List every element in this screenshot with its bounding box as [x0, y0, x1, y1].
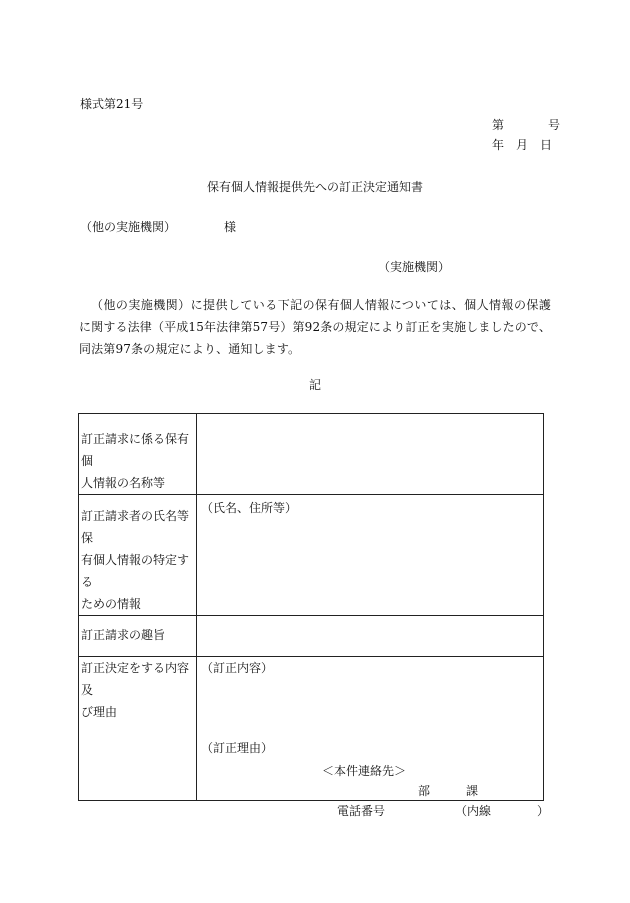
document-date	[492, 137, 552, 153]
correction-content-hint: （訂正内容）	[201, 661, 274, 675]
row-label-line: 訂正請求に係る保有個	[81, 432, 190, 468]
recipient-honorific: 様	[224, 220, 237, 234]
body-text: （他の実施機関）に提供している下記の保有個人情報については、個人情報の保護に関する法律（平成15年法律第57号）第92条の規定により訂正を実施しましたので、同法第97条の規定により、通知します。	[79, 298, 551, 356]
row-label	[79, 495, 197, 616]
date-day: 日	[540, 138, 553, 152]
table-row	[79, 616, 544, 657]
extension-close: ）	[537, 804, 550, 818]
sender: （実施機関）	[378, 260, 451, 274]
table-row	[79, 495, 544, 616]
date-month: 月	[516, 138, 529, 152]
row-value	[197, 414, 544, 495]
row-label-line: び理由	[81, 705, 118, 719]
document-number	[492, 117, 560, 133]
phone-label: 電話番号	[337, 804, 386, 818]
number-label-go: 号	[548, 118, 561, 132]
contact-phone	[337, 803, 549, 819]
date-year: 年	[492, 138, 505, 152]
table-row	[79, 657, 544, 801]
extension-open: （内線	[455, 804, 492, 818]
row-label	[79, 616, 197, 657]
ki-heading: 記	[308, 378, 321, 392]
document-title: 保有個人情報提供先への訂正決定通知書	[206, 180, 423, 194]
row-label-line: 訂正請求の趣旨	[81, 628, 166, 642]
contact-section-label: 課	[466, 784, 479, 798]
table-row	[79, 414, 544, 495]
row-label	[79, 414, 197, 495]
form-number: 様式第21号	[80, 97, 144, 111]
contact-heading: ＜本件連絡先＞	[322, 764, 407, 778]
row-label-line: 訂正決定をする内容及	[81, 661, 190, 697]
row-label-line: ための情報	[81, 597, 142, 611]
detail-table	[78, 413, 544, 801]
correction-reason-hint: （訂正理由）	[201, 741, 274, 755]
contact-dept-label: 部	[418, 784, 431, 798]
row-label-line: 有個人情報の特定する	[81, 553, 190, 589]
number-label-dai: 第	[492, 118, 505, 132]
recipient-name: （他の実施機関）	[80, 220, 177, 234]
row-label-line: 訂正請求者の氏名等保	[81, 509, 190, 545]
recipient	[80, 219, 236, 235]
row-label	[79, 657, 197, 801]
row-value	[197, 616, 544, 657]
contact-department	[418, 783, 478, 799]
row-value	[197, 495, 544, 616]
row-label-line: 人情報の名称等	[81, 476, 166, 490]
requester-info-hint: （氏名、住所等）	[201, 501, 298, 515]
